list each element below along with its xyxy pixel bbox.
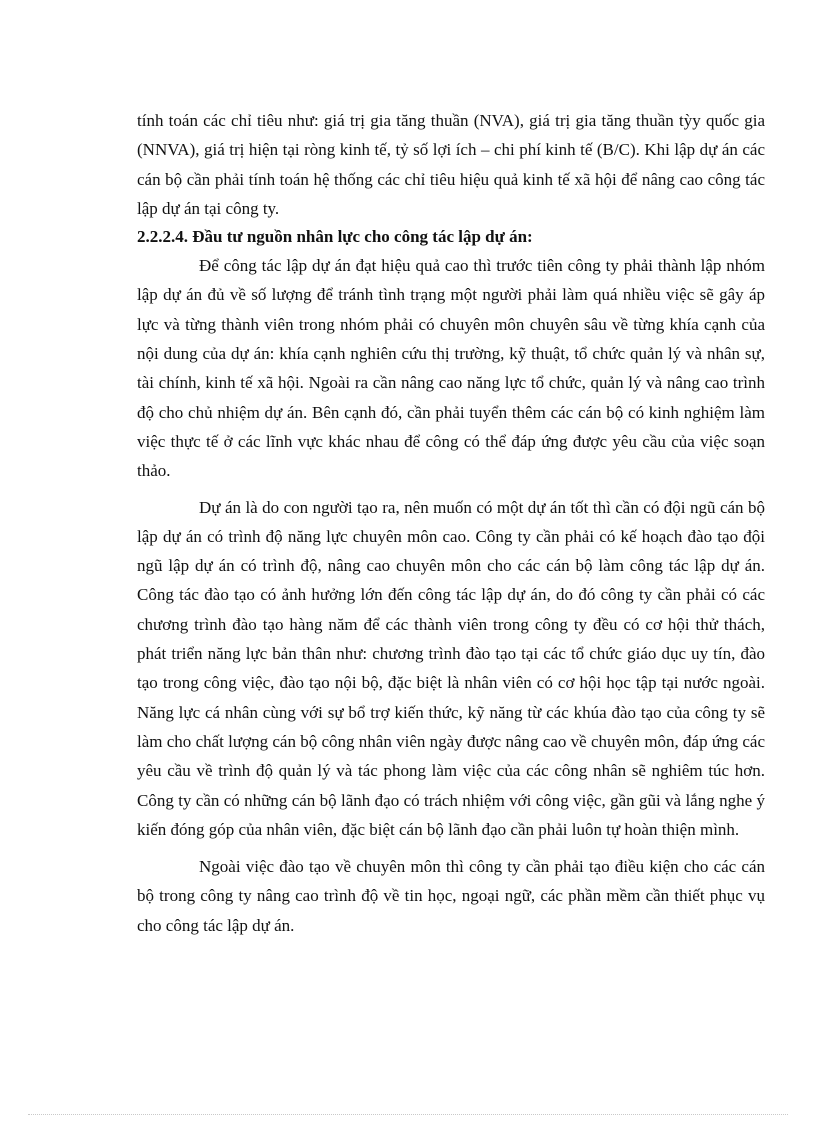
body-paragraph-1: Để công tác lập dự án đạt hiệu quả cao thì trước tiên công ty phải thành lập nhóm lập dự án đủ về số lượng để tránh tình trạng một người phải làm quá nhiều việc sẽ gây áp lực và từng thành viên trong nhóm phải có chuyên môn chuyên sâu về từng khía cạnh của nội dung của dự án: khía cạnh nghiên cứu thị trường, kỹ thuật, tổ chức quản lý và nhân sự, tài chính, kinh tế xã hội. Ngoài ra cần nâng cao năng lực tổ chức, quản lý và nâng cao trình độ cho chủ nhiệm dự án. Bên cạnh đó, cần phải tuyển thêm các cán bộ có kinh nghiệm làm việc thực tế ở các lĩnh vực khác nhau để công có thể đáp ứng được yêu cầu của việc soạn thảo. xyxy=(137,256,765,481)
body-paragraph-2: Dự án là do con người tạo ra, nên muốn có một dự án tốt thì cần có đội ngũ cán bộ lập dự án có trình độ năng lực chuyên môn cao. Công ty cần phải có kế hoạch đào tạo đội ngũ lập dự án có trình độ, nâng cao chuyên môn cho các cán bộ làm công tác lập dự án. Công tác đào tạo có ảnh hưởng lớn đến công tác lập dự án, do đó công ty cần phải có các chương trình đào tạo hàng năm để các thành viên trong công ty đều có cơ hội thử thách, phát triển năng lực bản thân như: chương trình đào tạo tại các tổ chức giáo dục uy tín, đào tạo trong công việc, đào tạo nội bộ, đặc biệt là nhân viên có cơ hội học tập tại nước ngoài. Năng lực cá nhân cùng với sự bổ trợ kiến thức, kỹ năng từ các khúa đào tạo của công ty sẽ làm cho chất lượng cán bộ công nhân viên ngày được nâng cao về chuyên môn, đáp ứng các yêu cầu về trình độ quản lý và tác phong làm việc của các công nhân sẽ nghiêm túc hơn. Công ty cần có những cán bộ lãnh đạo có trách nhiệm với công việc, gần gũi và lắng nghe ý kiến đóng góp của nhân viên, đặc biệt cán bộ lãnh đạo cần phải luôn tự hoàn thiện mình. xyxy=(137,497,765,839)
body-paragraph-3: Ngoài việc đào tạo về chuyên môn thì công ty cần phải tạo điều kiện cho các cán bộ trong công ty nâng cao trình độ về tin học, ngoại ngữ, các phần mềm cần thiết phục vụ cho công tác lập dự án. xyxy=(137,857,765,935)
section-heading: 2.2.2.4. Đầu tư nguồn nhân lực cho công tác lập dự án: xyxy=(137,227,533,247)
page-bottom-divider xyxy=(28,1114,788,1115)
intro-paragraph: tính toán các chỉ tiêu như: giá trị gia tăng thuần (NVA), giá trị gia tăng thuần tỳy quốc gia (NNVA), giá trị hiện tại ròng kinh tế, tỷ số lợi ích – chi phí kinh tế (B/C). Khi lập dự án các cán bộ cần phải tính toán hệ thống các chỉ tiêu hiệu quả kinh tế xã hội để nâng cao công tác lập dự án tại công ty. xyxy=(137,111,765,218)
document-page xyxy=(137,106,765,940)
